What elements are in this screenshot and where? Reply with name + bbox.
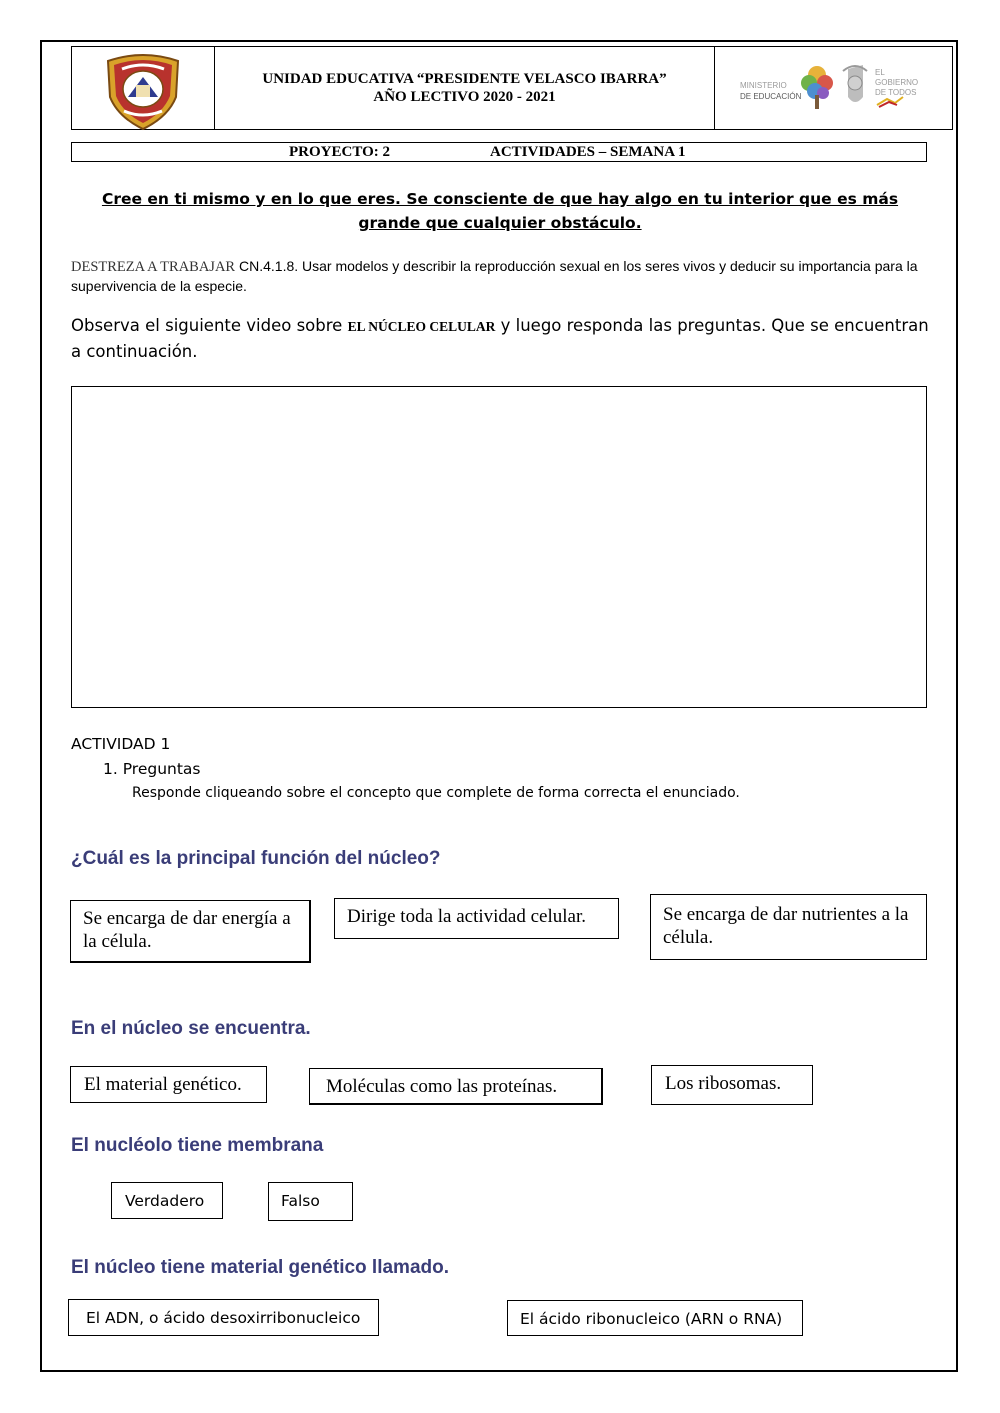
ministry-text-line1: MINISTERIO (740, 81, 787, 90)
video-instruction (71, 313, 931, 364)
q4-option-adn[interactable]: El ADN, o ácido desoxirribonucleico (68, 1299, 379, 1336)
government-text-line1: EL (875, 68, 885, 77)
instruction-emphasis: EL NÚCLEO CELULAR (347, 319, 496, 334)
activities-week-label: ACTIVIDADES – SEMANA 1 (490, 144, 686, 160)
activity-title: ACTIVIDAD 1 (71, 735, 171, 753)
ministry-text-line2: DE EDUCACIÓN (740, 92, 802, 101)
ecuador-coat-of-arms-icon (843, 65, 867, 102)
school-year: AÑO LECTIVO 2020 - 2021 (373, 89, 556, 105)
activity-instructions: Responde cliqueando sobre el concepto que complete de forma correcta el enunciado. (132, 785, 740, 801)
skill-text: CN.4.1.8. Usar modelos y describir la reproducción sexual en los seres vivos y deducir su importancia para la supervivencia de la especie. (71, 258, 918, 294)
project-bar (71, 142, 927, 162)
ministry-education-logo (715, 47, 953, 131)
school-title-cell (215, 47, 715, 129)
header-table (71, 46, 953, 130)
project-label: PROYECTO: 2 (289, 144, 390, 160)
government-text-line2: GOBIERNO (875, 78, 919, 87)
q1-option-energy[interactable]: Se encarga de dar energía a la célula. (70, 900, 311, 963)
q4-option-arn[interactable]: El ácido ribonucleico (ARN o RNA) (507, 1300, 803, 1336)
school-name: UNIDAD EDUCATIVA “PRESIDENTE VELASCO IBARRA” (262, 71, 667, 87)
question-2: En el núcleo se encuentra. (71, 1018, 311, 1039)
skill-label: DESTREZA A TRABAJAR (71, 259, 236, 275)
q2-option-ribosomes[interactable]: Los ribosomas. (651, 1065, 813, 1105)
tree-icon (801, 66, 833, 109)
q2-option-genetic-material[interactable]: El material genético. (70, 1066, 267, 1103)
q2-option-proteins[interactable]: Moléculas como las proteínas. (309, 1068, 603, 1105)
ministry-logo-cell (715, 47, 952, 129)
q1-option-directs-activity[interactable]: Dirige toda la actividad celular. (334, 898, 619, 939)
motivational-quote: Cree en ti mismo y en lo que eres. Se consciente de que hay algo en tu interior que es más grande que cualquier obstáculo. (101, 190, 899, 232)
question-4: El núcleo tiene material genético llamado. (71, 1257, 449, 1278)
instruction-after: y luego responda las preguntas. Que se encuentran a continuación. (71, 316, 929, 361)
school-shield-logo (72, 47, 215, 131)
q3-option-true[interactable]: Verdadero (111, 1182, 223, 1219)
skill-statement (71, 257, 931, 296)
video-embed-area[interactable] (71, 386, 927, 708)
activity-item: 1. Preguntas (103, 760, 201, 778)
q1-option-nutrients[interactable]: Se encarga de dar nutrientes a la célula. (650, 894, 927, 960)
q3-option-false[interactable]: Falso (268, 1182, 353, 1221)
instruction-before: Observa el siguiente video sobre (71, 316, 343, 335)
question-1: ¿Cuál es la principal función del núcleo? (71, 848, 441, 869)
government-text-line3: DE TODOS (875, 88, 917, 97)
question-3: El nucléolo tiene membrana (71, 1135, 324, 1156)
school-logo-cell (72, 47, 215, 129)
